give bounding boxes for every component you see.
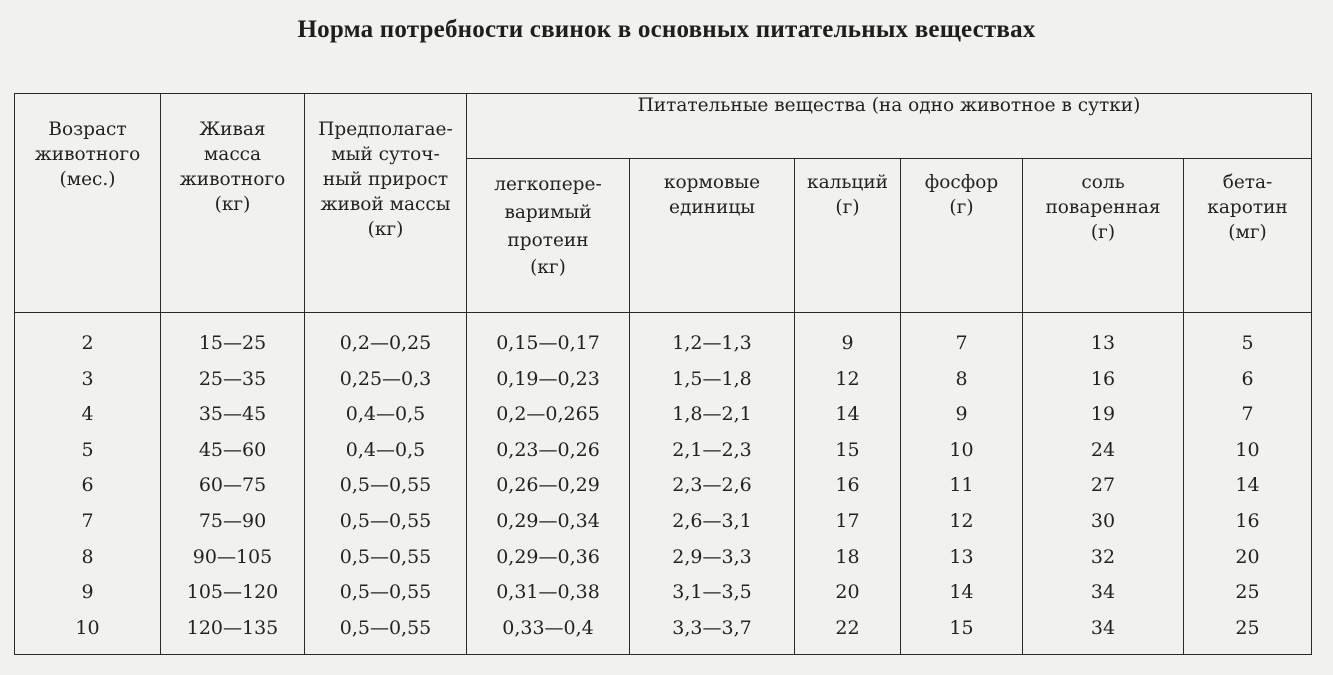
table-cell: 14 xyxy=(1235,474,1260,497)
nutrient-norms-table xyxy=(14,93,1312,655)
table-cell: 0,15—0,17 xyxy=(496,332,600,354)
table-body-row xyxy=(15,313,1312,655)
column-salt xyxy=(1023,313,1184,655)
table-cell: 2,3—2,6 xyxy=(672,474,752,497)
table-cell: 16 xyxy=(835,474,860,497)
column-daily-gain xyxy=(305,313,467,655)
table-cell: 30 xyxy=(1090,509,1116,532)
header-calcium: кальций (г) xyxy=(795,159,901,313)
header-carotene: бета- каротин (мг) xyxy=(1184,159,1312,313)
table-cell: 4 xyxy=(81,403,94,426)
table-cell: 14 xyxy=(949,581,974,604)
table-cell: 11 xyxy=(949,474,974,497)
table-cell: 34 xyxy=(1090,616,1116,639)
table-cell: 2 xyxy=(81,332,94,354)
table-cell: 19 xyxy=(1090,403,1116,426)
table-cell: 0,2—0,25 xyxy=(339,332,432,354)
table-cell: 0,5—0,55 xyxy=(339,474,432,497)
table-cell: 10 xyxy=(75,616,100,639)
table-cell: 6 xyxy=(1241,367,1254,390)
table-cell: 2,9—3,3 xyxy=(672,545,752,568)
table-cell: 0,25—0,3 xyxy=(339,367,432,390)
table-cell: 15—25 xyxy=(198,332,267,354)
column-calcium xyxy=(795,313,901,655)
table-cell: 9 xyxy=(81,581,94,604)
table-cell: 22 xyxy=(835,616,860,639)
table-cell: 7 xyxy=(81,509,94,532)
column-protein xyxy=(467,313,630,655)
table-cell: 3 xyxy=(81,367,94,390)
table-cell: 3,1—3,5 xyxy=(672,581,752,604)
table-cell: 2,1—2,3 xyxy=(672,438,752,461)
table-cell: 0,23—0,26 xyxy=(496,438,600,461)
header-age: Возраст животного (мес.) xyxy=(15,94,161,313)
table-cell: 13 xyxy=(1090,332,1116,354)
table-cell: 1,2—1,3 xyxy=(672,332,752,354)
header-weight: Живая масса животного (кг) xyxy=(161,94,305,313)
table-cell: 7 xyxy=(1241,403,1254,426)
table-cell: 3,3—3,7 xyxy=(672,616,752,639)
table-cell: 12 xyxy=(949,509,974,532)
table-cell: 15 xyxy=(949,616,974,639)
table-cell: 16 xyxy=(1235,509,1260,532)
header-daily-gain: Предполагае- мый суточ- ный прирост живой массы (кг) xyxy=(305,94,467,313)
table-cell: 0,29—0,36 xyxy=(496,545,600,568)
table-cell: 13 xyxy=(949,545,974,568)
header-protein: легкопере- варимый протеин (кг) xyxy=(467,159,630,313)
column-weight xyxy=(161,313,305,655)
table-cell: 9 xyxy=(955,403,968,426)
table-cell: 2,6—3,1 xyxy=(672,509,752,532)
table-cell: 0,5—0,55 xyxy=(339,581,432,604)
column-phosphorus xyxy=(901,313,1023,655)
table-cell: 105—120 xyxy=(186,581,279,604)
table-cell: 0,5—0,55 xyxy=(339,545,432,568)
table-cell: 32 xyxy=(1090,545,1116,568)
table-cell: 35—45 xyxy=(198,403,267,426)
table-cell: 8 xyxy=(955,367,968,390)
table-cell: 10 xyxy=(1235,438,1260,461)
table-cell: 1,8—2,1 xyxy=(672,403,752,426)
table-cell: 5 xyxy=(1241,332,1254,354)
table-cell: 10 xyxy=(949,438,974,461)
table-cell: 90—105 xyxy=(192,545,273,568)
table-cell: 15 xyxy=(835,438,860,461)
header-feed-units: кормовые единицы xyxy=(630,159,795,313)
table-cell: 18 xyxy=(835,545,860,568)
table-cell: 25 xyxy=(1235,581,1260,604)
table-cell: 5 xyxy=(81,438,94,461)
header-salt: соль поваренная (г) xyxy=(1023,159,1184,313)
table-cell: 24 xyxy=(1090,438,1116,461)
table-cell: 6 xyxy=(81,474,94,497)
table-cell: 120—135 xyxy=(186,616,279,639)
table-cell: 75—90 xyxy=(198,509,267,532)
table-cell: 8 xyxy=(81,545,94,568)
table-cell: 0,2—0,265 xyxy=(496,403,600,426)
table-cell: 0,4—0,5 xyxy=(345,403,426,426)
table-cell: 16 xyxy=(1090,367,1116,390)
table-cell: 25—35 xyxy=(198,367,267,390)
column-age xyxy=(15,313,161,655)
table-cell: 60—75 xyxy=(198,474,267,497)
table-cell: 20 xyxy=(835,581,860,604)
table-cell: 17 xyxy=(835,509,860,532)
header-row-group xyxy=(15,94,1312,159)
table-cell: 1,5—1,8 xyxy=(672,367,752,390)
table-cell: 0,29—0,34 xyxy=(496,509,600,532)
table-cell: 12 xyxy=(835,367,860,390)
table-cell: 0,4—0,5 xyxy=(345,438,426,461)
table-cell: 34 xyxy=(1090,581,1116,604)
table-cell: 0,19—0,23 xyxy=(496,367,600,390)
table-cell: 0,26—0,29 xyxy=(496,474,600,497)
page-title: Норма потребности свинок в основных питательных веществах xyxy=(297,16,1036,43)
table-cell: 14 xyxy=(835,403,860,426)
table-cell: 20 xyxy=(1235,545,1260,568)
table-cell: 7 xyxy=(955,332,968,354)
table-cell: 0,31—0,38 xyxy=(496,581,600,604)
table-cell: 45—60 xyxy=(198,438,267,461)
table-cell: 0,33—0,4 xyxy=(502,616,594,639)
header-nutrients-group: Питательные вещества (на одно животное в сутки) xyxy=(467,94,1312,159)
table-cell: 0,5—0,55 xyxy=(339,509,432,532)
column-carotene xyxy=(1184,313,1312,655)
table-cell: 25 xyxy=(1235,616,1260,639)
table-cell: 27 xyxy=(1090,474,1116,497)
table-cell: 0,5—0,55 xyxy=(339,616,432,639)
table-cell: 9 xyxy=(841,332,854,354)
header-phosphorus: фосфор (г) xyxy=(901,159,1023,313)
column-feed-units xyxy=(630,313,795,655)
